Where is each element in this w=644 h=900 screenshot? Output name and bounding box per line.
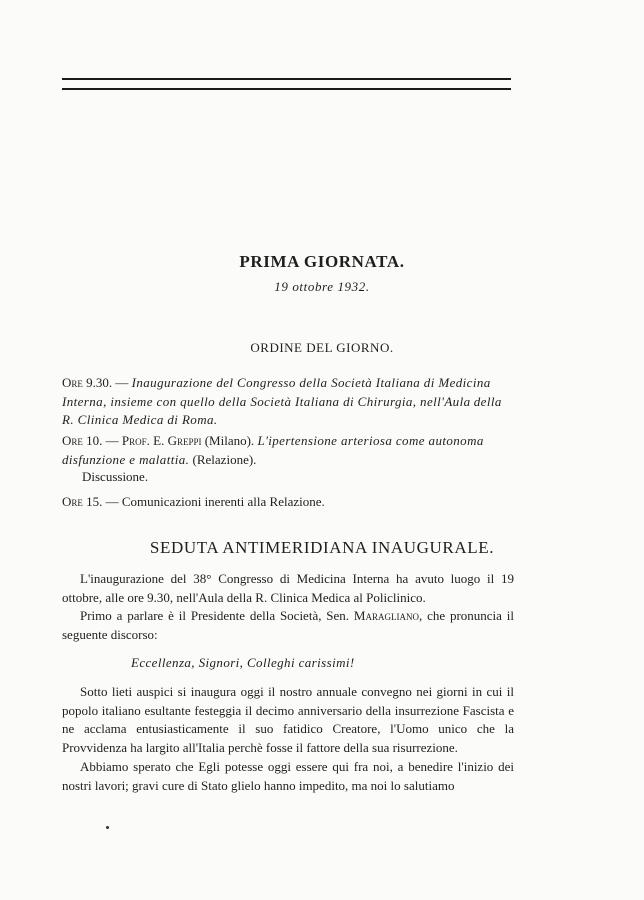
page-title: PRIMA GIORNATA.: [239, 252, 405, 271]
paragraph-text: , che pronuncia il seguente discorso:: [62, 608, 514, 642]
agenda-heading: ORDINE DEL GIORNO.: [250, 340, 394, 355]
agenda-text-line: Interna, insieme con quello della Società Italiana di Chirurgia, nell'Aula: [62, 393, 471, 409]
agenda-speaker: Prof. E. Greppi: [121, 433, 202, 448]
paragraph-text: L'inaugurazione del 38° Congresso di Medicina Interna ha avuto luogo il 19 ottobre, alle ore 9.30, nell'Aula della R. Clinica Medica al Policlinico.: [62, 571, 514, 605]
ink-speck: [106, 826, 109, 829]
agenda-place: (Milano).: [204, 433, 255, 448]
agenda-discussion: Discussione.: [82, 469, 149, 484]
agenda-entry-3: [62, 493, 514, 512]
agenda-report-title: L'ipertensione arteriosa come autonoma disfunzione e malattia.: [62, 433, 484, 467]
salutation: Eccellenza, Signori, Colleghi carissimi!: [131, 655, 355, 670]
agenda-text-line: Inaugurazione del Congresso della Società Italiana di Medicina: [131, 375, 491, 390]
agenda-entry-1: [62, 374, 514, 430]
paragraph-3: [62, 758, 514, 795]
paragraph-text: Abbiamo sperato che Egli potesse oggi essere qui fra noi, a benedire l'inizio dei nostri lavori; gravi cure di Stato glielo hanno impedito, ma noi lo salutiamo: [62, 759, 514, 793]
agenda-entry-2: [62, 432, 514, 469]
agenda-text: Comunicazioni inerenti alla Relazione.: [121, 494, 325, 509]
speaker-name: Maragliano: [353, 608, 419, 623]
header-rule-top: [62, 78, 511, 80]
agenda-time: Ore 9.30. —: [62, 375, 129, 390]
agenda-time: Ore 15. —: [62, 494, 119, 509]
header-rule-bottom: [62, 88, 511, 90]
agenda-text-line: della R. Clinica Medica di Roma.: [62, 393, 502, 427]
agenda-suffix: (Relazione).: [192, 451, 257, 467]
page-date: 19 ottobre 1932.: [274, 279, 370, 294]
session-title: SEDUTA ANTIMERIDIANA INAUGURALE.: [149, 538, 495, 557]
paragraph-2: [62, 683, 514, 757]
paragraph-text: Primo a parlare è il Presidente della Società, Sen.: [80, 608, 350, 623]
paragraph-1: [62, 570, 514, 644]
paragraph-text: Sotto lieti auspici si inaugura oggi il nostro annuale convegno nei giorni in cui il popolo italiano esultante festeggia il decimo anniversario della insurrezione Fascista e ne acclama entusiasticamente il suo fatidico Creatore, l'Uomo unico che la Provvidenza ha largito all'Italia perchè fosse il fattore della sua risurrezione.: [62, 684, 514, 755]
agenda-time: Ore 10. —: [62, 433, 119, 448]
